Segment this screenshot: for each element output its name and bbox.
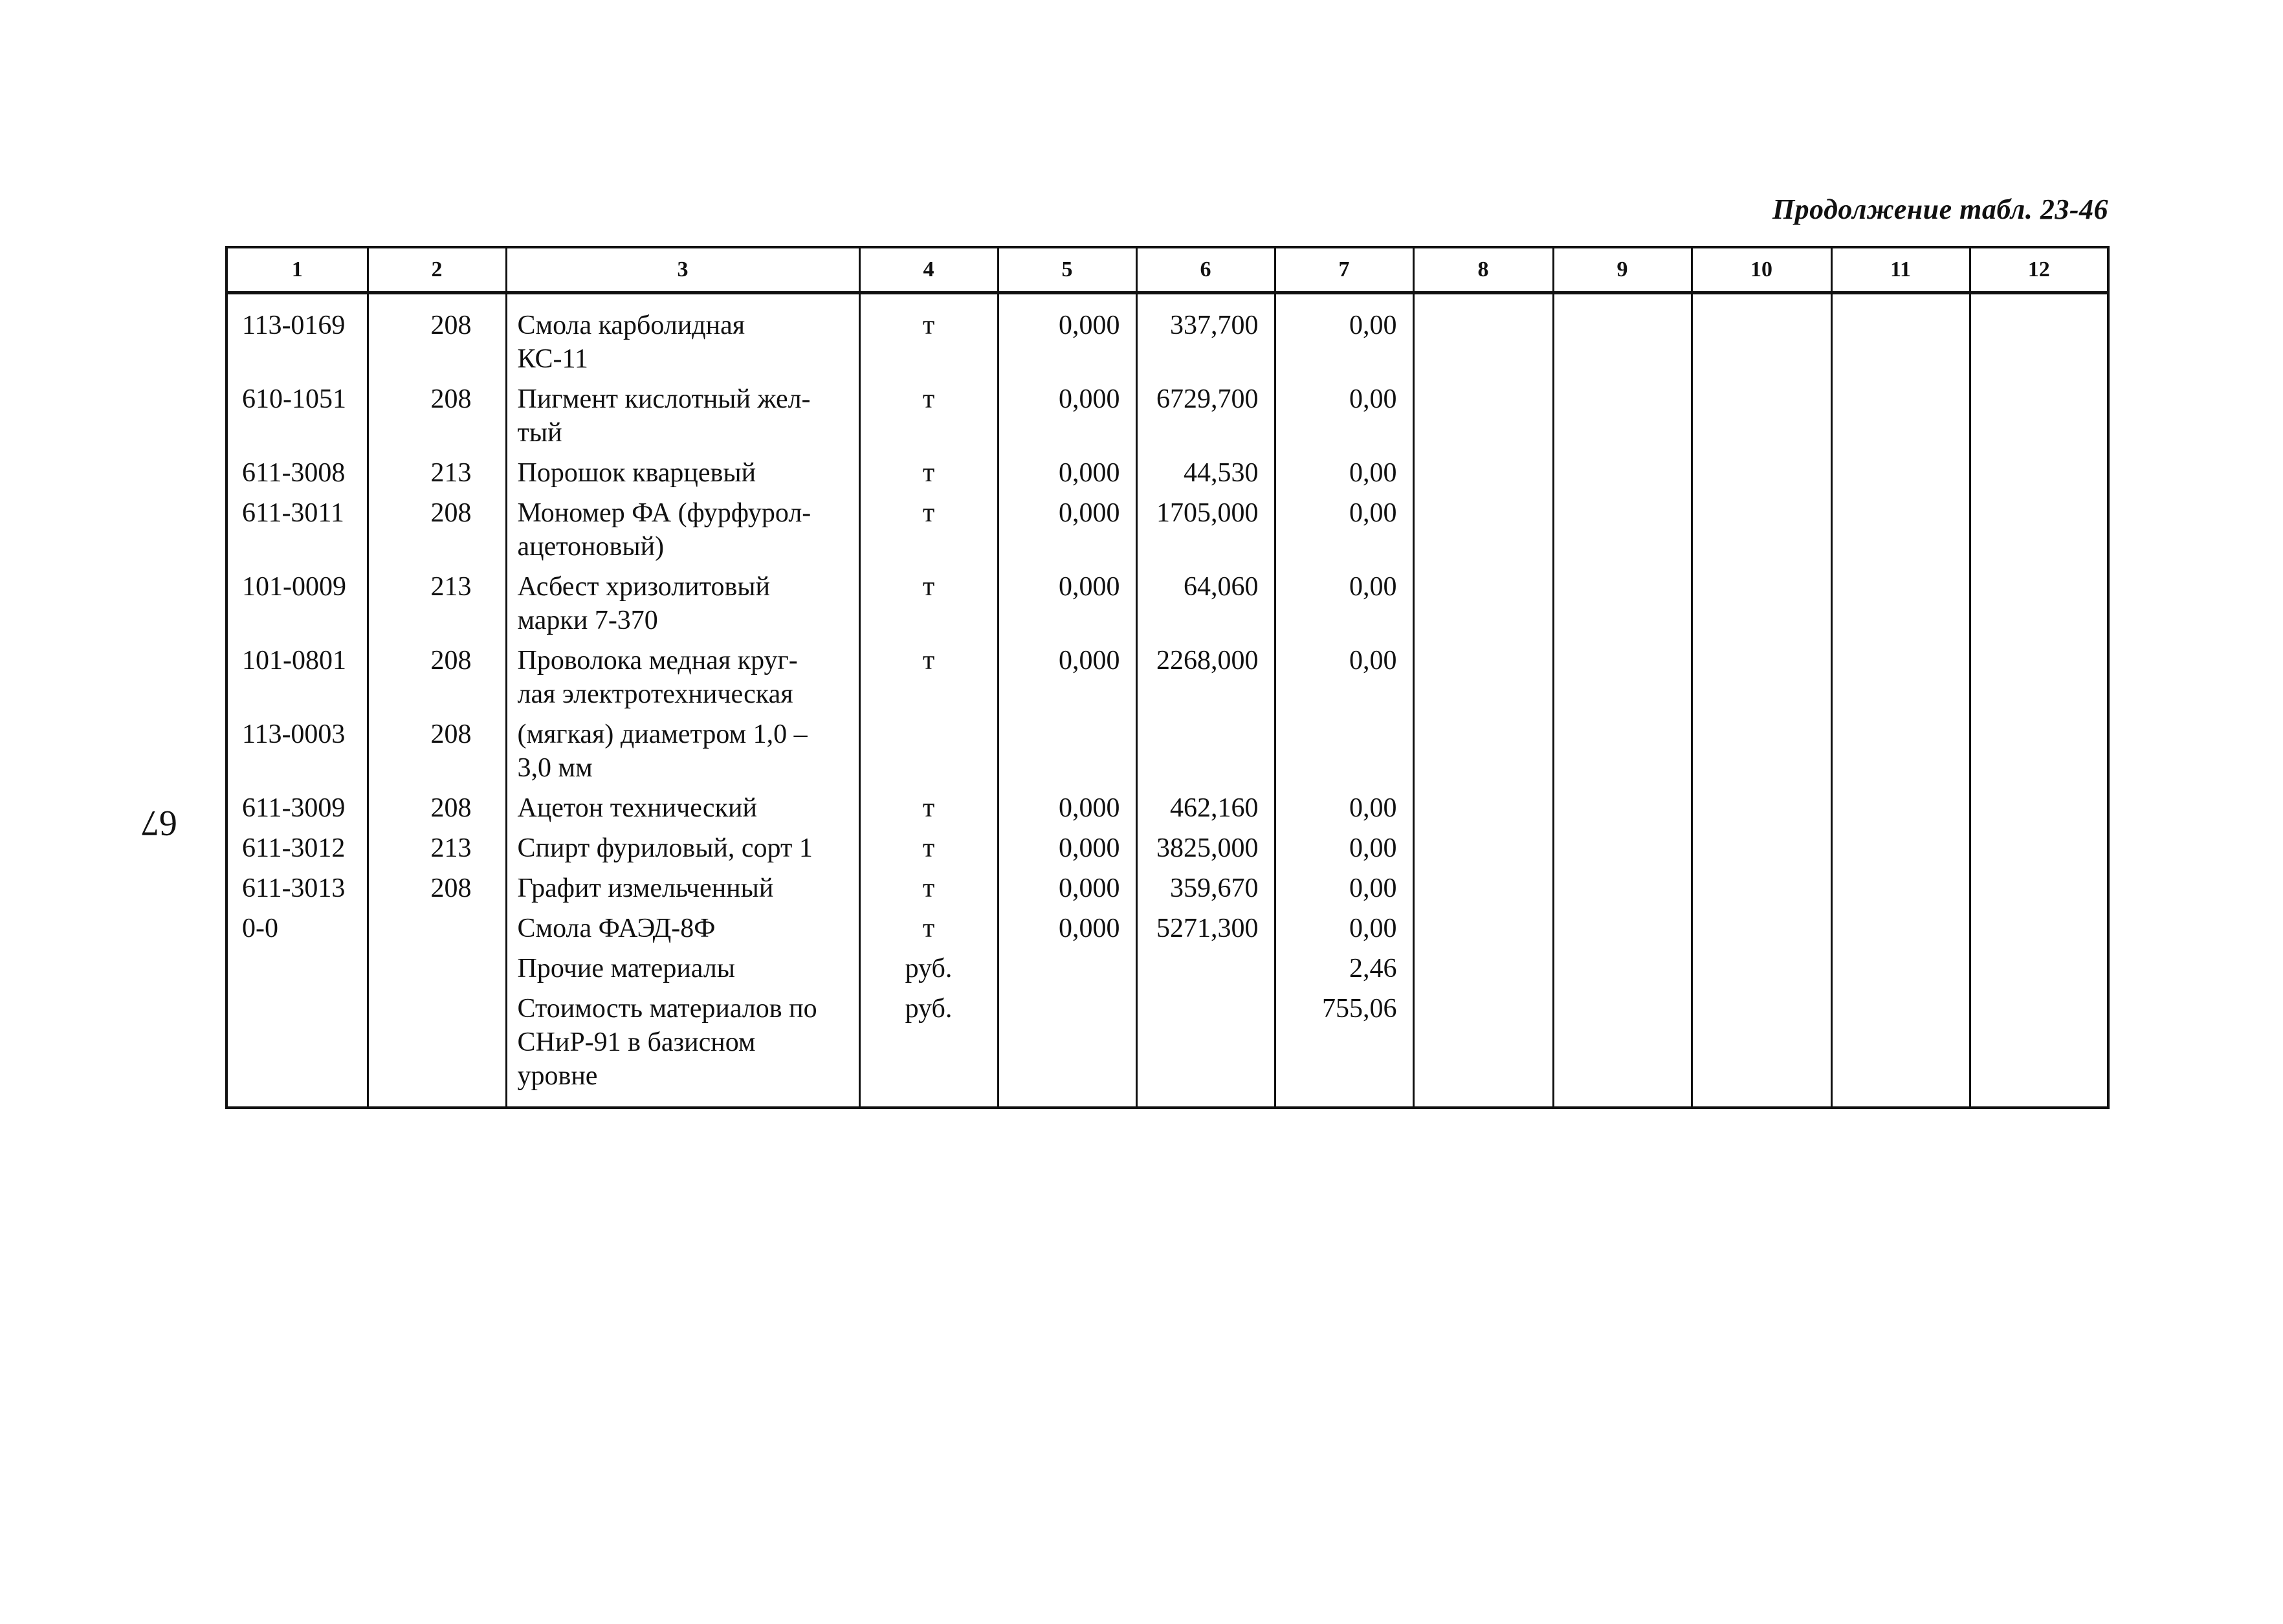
unit-of-measure: т: [922, 311, 935, 340]
material-name-line: Проволока медная круг-: [517, 646, 798, 675]
header-col-5: 5: [998, 248, 1136, 293]
column-8: [1413, 293, 1553, 1107]
resource-number: 208: [430, 384, 472, 414]
unit-price: 1705,000: [1156, 498, 1259, 528]
material-name-line: лая электротехническая: [517, 679, 793, 709]
quantity-value: 0,000: [1059, 458, 1120, 488]
header-col-4: 4: [859, 248, 998, 293]
unit-price: 5271,300: [1156, 914, 1259, 943]
quantity-value: 0,000: [1059, 793, 1120, 823]
material-name-line: Спирт фуриловый, сорт 1: [517, 833, 813, 863]
resource-number: 213: [430, 833, 472, 863]
material-name-line: Прочие материалы: [517, 954, 735, 983]
unit-price: 3825,000: [1156, 833, 1259, 863]
material-code: 113-0003: [242, 719, 346, 749]
resource-number: 213: [430, 572, 472, 602]
material-code: 101-0009: [242, 572, 346, 602]
resource-number: 208: [430, 719, 472, 749]
cost-value: 0,00: [1349, 384, 1397, 414]
material-name-line: тый: [517, 418, 562, 448]
material-code: 611-3012: [242, 833, 346, 863]
material-name-line: Ацетон технический: [517, 793, 757, 823]
material-name-line: СНиР-91 в базисном: [517, 1027, 756, 1057]
cost-value: 0,00: [1349, 793, 1397, 823]
material-name-line: (мягкая) диаметром 1,0 –: [517, 719, 808, 749]
quantity-value: 0,000: [1059, 914, 1120, 943]
header-col-1: 1: [228, 248, 368, 293]
resource-number: 208: [430, 498, 472, 528]
header-col-12: 12: [1970, 248, 2107, 293]
header-col-8: 8: [1413, 248, 1553, 293]
cost-value: 755,06: [1322, 994, 1397, 1024]
material-name-line: 3,0 мм: [517, 753, 593, 783]
column-9: [1553, 293, 1692, 1107]
unit-of-measure: руб.: [905, 994, 953, 1024]
material-name-line: уровне: [517, 1061, 598, 1091]
material-code: 610-1051: [242, 384, 346, 414]
unit-of-measure: т: [922, 458, 935, 488]
material-name-line: Мономер ФА (фурфурол-: [517, 498, 811, 528]
column-10: [1692, 293, 1831, 1107]
cost-value: 0,00: [1349, 914, 1397, 943]
quantity-value: 0,000: [1059, 572, 1120, 602]
unit-price: 44,530: [1184, 458, 1259, 488]
resource-number: 208: [430, 873, 472, 903]
header-col-11: 11: [1831, 248, 1970, 293]
unit-of-measure: т: [922, 833, 935, 863]
unit-of-measure: т: [922, 914, 935, 943]
cost-value: 0,00: [1349, 833, 1397, 863]
material-code: 611-3009: [242, 793, 346, 823]
unit-of-measure: т: [922, 572, 935, 602]
material-name-line: марки 7-370: [517, 606, 658, 635]
resource-number: 208: [430, 646, 472, 675]
material-code: 113-0169: [242, 311, 346, 340]
cost-value: 0,00: [1349, 572, 1397, 602]
material-code: 611-3008: [242, 458, 346, 488]
unit-price: 337,700: [1170, 311, 1259, 340]
column-6: [1136, 293, 1275, 1107]
header-row: [228, 248, 2107, 293]
table-continuation-label: Продолжение табл. 23-46: [1772, 193, 2108, 225]
column-12: [1970, 293, 2107, 1107]
material-name-line: ацетоновый): [517, 532, 665, 562]
cost-value: 2,46: [1349, 954, 1397, 983]
resource-number: 208: [430, 311, 472, 340]
unit-of-measure: т: [922, 498, 935, 528]
column-code: [228, 293, 368, 1107]
material-name-line: Порошок кварцевый: [517, 458, 756, 488]
material-name-line: КС-11: [517, 344, 588, 374]
quantity-value: 0,000: [1059, 833, 1120, 863]
cost-value: 0,00: [1349, 498, 1397, 528]
column-unit: [859, 293, 998, 1107]
unit-price: 2268,000: [1156, 646, 1259, 675]
material-code: 611-3011: [242, 498, 344, 528]
column-number: [368, 293, 506, 1107]
material-name-line: Асбест хризолитовый: [517, 572, 770, 602]
unit-price: 359,670: [1170, 873, 1259, 903]
cost-value: 0,00: [1349, 311, 1397, 340]
material-name-line: Смола ФАЭД-8Ф: [517, 914, 716, 943]
header-col-6: 6: [1136, 248, 1275, 293]
column-7: [1275, 293, 1413, 1107]
material-code: 611-3013: [242, 873, 346, 903]
unit-of-measure: т: [922, 873, 935, 903]
material-name-line: Пигмент кислотный жел-: [517, 384, 811, 414]
materials-table: [225, 246, 2110, 1109]
material-code: 101-0801: [242, 646, 346, 675]
unit-of-measure: т: [922, 793, 935, 823]
quantity-value: 0,000: [1059, 873, 1120, 903]
material-code: 0-0: [242, 914, 278, 943]
cost-value: 0,00: [1349, 458, 1397, 488]
unit-of-measure: руб.: [905, 954, 953, 983]
column-11: [1831, 293, 1970, 1107]
cost-value: 0,00: [1349, 646, 1397, 675]
unit-of-measure: т: [922, 646, 935, 675]
material-name-line: Смола карболидная: [517, 311, 745, 340]
material-name-line: Графит измельченный: [517, 873, 774, 903]
unit-of-measure: т: [922, 384, 935, 414]
quantity-value: 0,000: [1059, 384, 1120, 414]
header-col-9: 9: [1553, 248, 1692, 293]
unit-price: 462,160: [1170, 793, 1259, 823]
quantity-value: 0,000: [1059, 498, 1120, 528]
header-col-3: 3: [506, 248, 859, 293]
column-5: [998, 293, 1136, 1107]
resource-number: 213: [430, 458, 472, 488]
materials-table-grid: [228, 248, 2107, 1106]
unit-price: 6729,700: [1156, 384, 1259, 414]
page-number: 67: [141, 803, 177, 843]
table-body-row: [228, 293, 2107, 1107]
column-name: [506, 293, 859, 1107]
header-col-10: 10: [1692, 248, 1831, 293]
quantity-value: 0,000: [1059, 646, 1120, 675]
material-name-line: Стоимость материалов по: [517, 994, 817, 1024]
quantity-value: 0,000: [1059, 311, 1120, 340]
resource-number: 208: [430, 793, 472, 823]
header-col-7: 7: [1275, 248, 1413, 293]
unit-price: 64,060: [1184, 572, 1259, 602]
header-col-2: 2: [368, 248, 506, 293]
cost-value: 0,00: [1349, 873, 1397, 903]
